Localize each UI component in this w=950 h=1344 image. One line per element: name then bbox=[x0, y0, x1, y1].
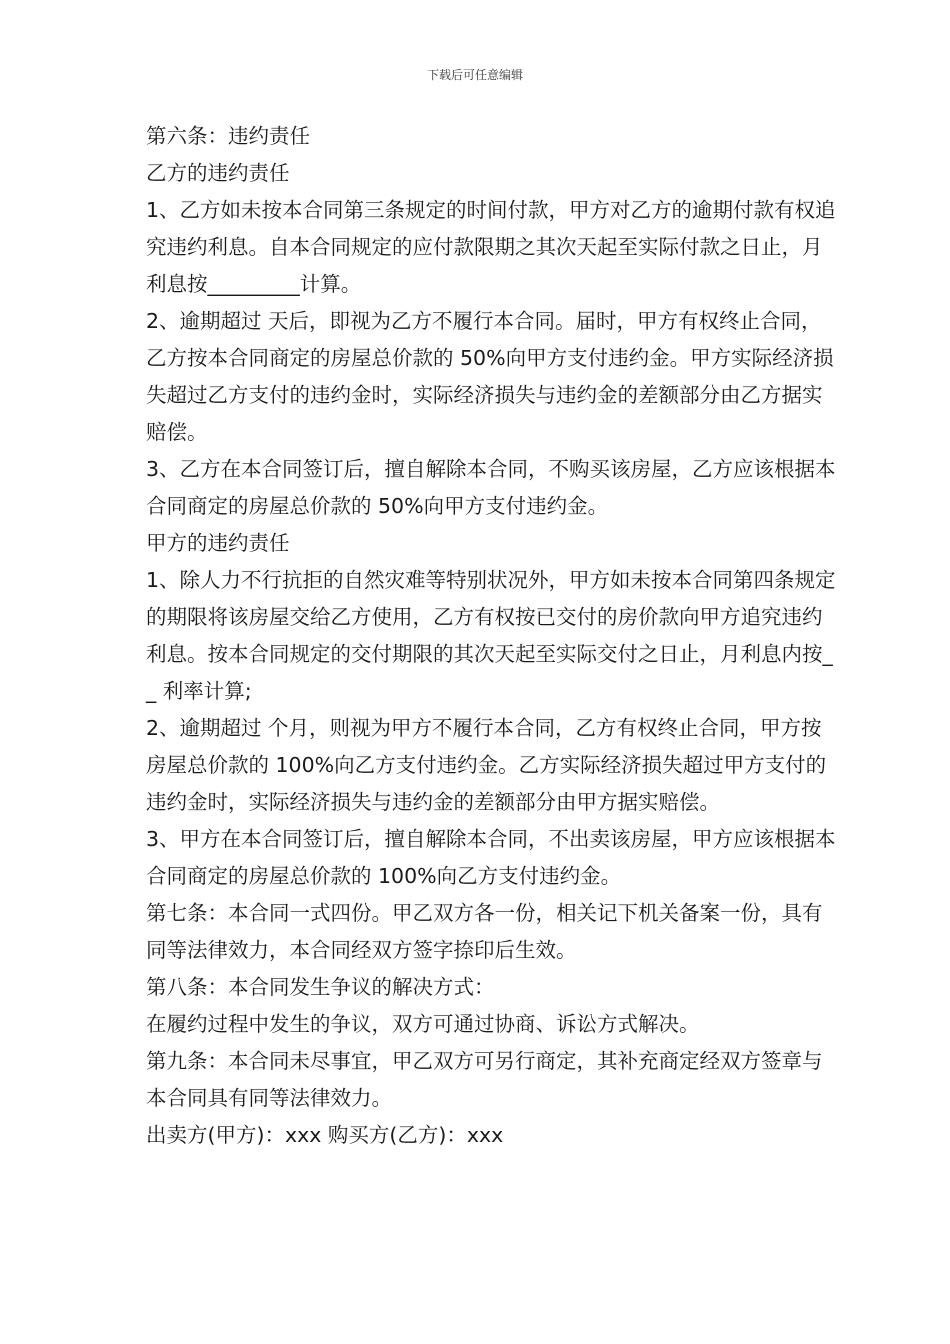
party-a-liability-heading: 甲方的违约责任 bbox=[146, 531, 290, 555]
party-a-clause-1: 1、除人力不行抗拒的自然灾难等特别状况外，甲方如未按本合同第四条规定的期限将该房屋交给乙方使用，乙方有权按已交付的房价款向甲方追究违约利息。按本合同规定的交付期限的其次天起至实际交付之日止，月利息内按__ 利率计算; bbox=[146, 568, 836, 703]
article-9: 第九条：本合同未尽事宜，甲乙双方可另行商定，其补充商定经双方签章与本合同具有同等法律效力。 bbox=[146, 1049, 823, 1110]
party-b-liability-heading: 乙方的违约责任 bbox=[146, 161, 290, 185]
party-b-clause-1: 1、乙方如未按本合同第三条规定的时间付款，甲方对乙方的逾期付款有权追究违约利息。自本合同规定的应付款限期之其次天起至实际付款之日止，月利息按_________计算。 bbox=[146, 198, 836, 296]
article-6-title: 第六条：违约责任 bbox=[146, 124, 310, 148]
page-header: 下载后可任意编辑 bbox=[426, 68, 523, 82]
party-a-clause-3: 3、甲方在本合同签订后，擅自解除本合同，不出卖该房屋，甲方应该根据本合同商定的房屋总价款的 100%向乙方支付违约金。 bbox=[146, 827, 836, 888]
signature-line: 出卖方(甲方)：xxx 购买方(乙方)：xxx bbox=[146, 1123, 504, 1147]
party-b-clause-3: 3、乙方在本合同签订后，擅自解除本合同，不购买该房屋，乙方应该根据本合同商定的房屋总价款的 50%向甲方支付违约金。 bbox=[146, 457, 836, 518]
article-8-title: 第八条：本合同发生争议的解决方式： bbox=[146, 975, 495, 999]
party-b-clause-2: 2、逾期超过 天后，即视为乙方不履行本合同。届时，甲方有权终止合同，乙方按本合同商定的房屋总价款的 50%向甲方支付违约金。甲方实际经济损失超过乙方支付的违约金时，实际经济损失与违约金的差额部分由乙方据实赔偿。 bbox=[146, 309, 834, 444]
article-7: 第七条：本合同一式四份。甲乙双方各一份，相关记下机关备案一份，具有同等法律效力，本合同经双方签字捺印后生效。 bbox=[146, 901, 823, 962]
article-8-body: 在履约过程中发生的争议，双方可通过协商、诉讼方式解决。 bbox=[146, 1012, 700, 1036]
contract-body bbox=[146, 118, 836, 1154]
party-a-clause-2: 2、逾期超过 个月，则视为甲方不履行本合同，乙方有权终止合同，甲方按房屋总价款的 100%向乙方支付违约金。乙方实际经济损失超过甲方支付的违约金时，实际经济损失与违约金的差额部分由甲方据实赔偿。 bbox=[146, 716, 827, 814]
